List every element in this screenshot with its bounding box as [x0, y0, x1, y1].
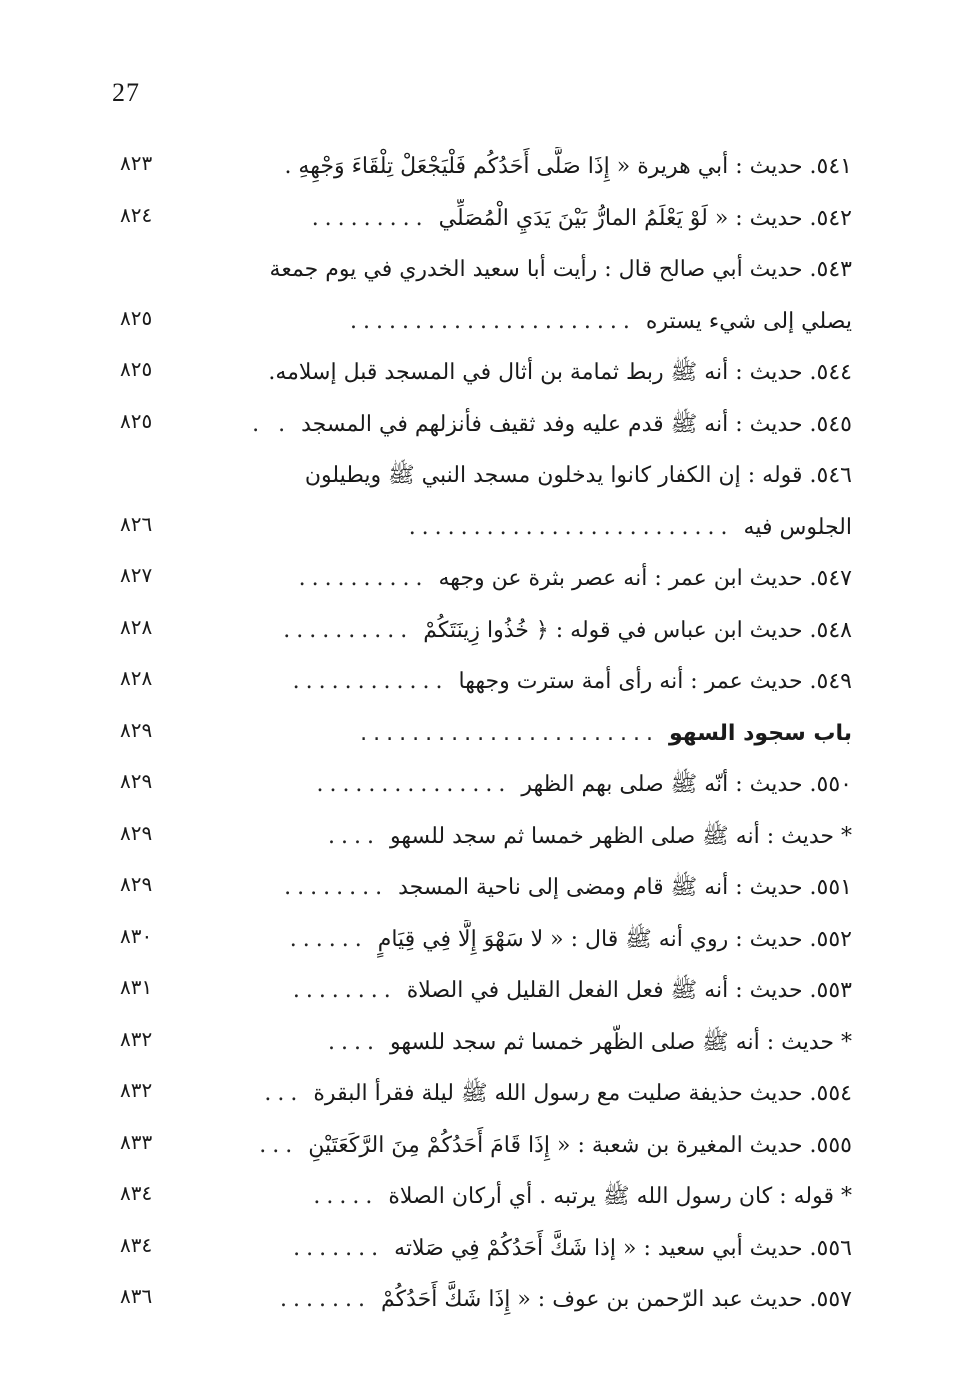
toc-page-number: ٨٢٨: [120, 614, 153, 639]
toc-entry-title: * حديث : أنه ﷺ صلى الظّهر خمسا ثم سجد للسهو: [390, 1029, 852, 1055]
toc-entry: [112, 916, 852, 968]
toc-entry: [112, 1276, 852, 1328]
toc-page-number: ٨٢٥: [120, 357, 153, 381]
toc-entry-text: [227, 302, 852, 342]
toc-entry-text: [227, 1023, 852, 1063]
dot-leader: .......: [293, 1235, 385, 1261]
toc-page-number: ٨٣٣: [120, 1129, 153, 1154]
toc-entry-title: ٥٤٨. حديث ابن عباس في قوله : ﴿ خُذُوا زِينَتَكُمْ: [423, 617, 852, 643]
toc-page-number: ٨٣٤: [120, 1181, 153, 1205]
toc-entry-title: ٥٤١. حديث : أبي هريرة « إِذَا صَلَّى أَحَدُكُم فَلْيَجْعَلْ تِلْقَاءَ وَجْهِهِ .: [284, 154, 852, 179]
dot-leader: .......: [280, 1287, 371, 1312]
dot-leader: .......................: [360, 720, 659, 746]
toc-entry: [112, 401, 852, 453]
toc-entry-title: ٥٥٠. حديث : أنّه ﷺ صلى بهم الظهر: [521, 772, 852, 797]
dot-leader: ....: [328, 823, 381, 849]
dot-leader: .........: [311, 205, 429, 231]
toc-entry: [112, 761, 852, 813]
dot-leader: ........: [292, 978, 397, 1003]
toc-entry: [112, 1173, 852, 1225]
toc-page-number: ٨٣١: [120, 975, 153, 999]
toc-entry-text: [227, 250, 852, 290]
toc-entry: [112, 504, 852, 556]
toc-entry-title: ٥٤٤. حديث : أنه ﷺ ربط ثمامة بن أثال في المسجد قبل إسلامه.: [268, 360, 852, 385]
toc-entry: [112, 658, 852, 710]
toc-page-number: ٨٢٧: [120, 563, 153, 587]
toc-entry-text: [227, 971, 852, 1011]
toc-entry-text: [227, 817, 852, 857]
toc-entry-title: ٥٥١. حديث : أنه ﷺ قام ومضى إلى ناحية المسجد: [398, 875, 852, 900]
toc-entry: [112, 967, 852, 1019]
toc-entry-text: [227, 662, 852, 702]
toc-entry-text: [227, 456, 852, 496]
toc-entry-title: ٥٥٢. حديث : روي أنه ﷺ قال : « لا سَهْوَ إِلَّا فِي قِيَامٍ: [377, 926, 852, 952]
toc-page-number: ٨٣٤: [120, 1232, 153, 1257]
toc-entry-text: [227, 199, 852, 239]
toc-entry: [112, 555, 852, 607]
toc-entry: [112, 813, 852, 865]
toc-entry: [112, 349, 852, 401]
toc-page-number: ٨٢٦: [120, 511, 153, 536]
toc-entry-text: [227, 147, 852, 187]
toc-entry-text: [227, 611, 852, 651]
toc-entry: [112, 452, 852, 504]
dot-leader: ............: [292, 669, 449, 694]
toc-section-heading: [227, 714, 852, 754]
toc-page-number: ٨٢٩: [120, 717, 153, 742]
toc-entry-title: ٥٤٧. حديث ابن عمر : أنه عصر بثرة عن وجهه: [438, 566, 852, 591]
toc-entry-title: ٥٤٩. حديث عمر : أنه رأى أمة سترت وجهها: [458, 669, 852, 694]
toc-entry-text: [227, 1074, 852, 1114]
toc-entry: [112, 246, 852, 298]
toc-entry-title: ٥٥٤. حديث حذيفة صليت مع رسول الله ﷺ ليلة فقرأ البقرة: [313, 1081, 852, 1106]
dot-leader: ........: [284, 875, 389, 900]
toc-entry-title: باب سجود السهو: [668, 720, 852, 746]
dot-leader: ....: [328, 1029, 381, 1055]
toc-page-number: ٨٢٤: [120, 202, 153, 227]
toc-page-number: ٨٣٢: [120, 1026, 153, 1051]
dot-leader: .....: [313, 1184, 379, 1209]
toc-entry: [112, 1122, 852, 1174]
toc-page-number: ٨٢٩: [120, 820, 153, 845]
toc-entry-text: [227, 920, 852, 960]
toc-entry-title: * قوله : كان رسول الله ﷺ يرتبه . أي أركان الصلاة: [388, 1184, 852, 1209]
dot-leader: .........................: [408, 514, 734, 540]
toc-entry-text: [227, 405, 852, 445]
toc-entry: [112, 1019, 852, 1071]
toc-page-number: ٨٢٨: [120, 666, 153, 690]
toc-entry-text: [227, 868, 852, 908]
toc-entry: [112, 1070, 852, 1122]
toc-entry-text: [227, 765, 852, 805]
toc-entry-text: [227, 1280, 852, 1320]
toc-entry-text: [227, 353, 852, 393]
toc-page-number: ٨٣٢: [120, 1078, 153, 1102]
dot-leader: ...............: [316, 772, 512, 797]
toc-page-number: ٨٢٩: [120, 872, 153, 896]
page-number: 27: [112, 78, 140, 107]
dot-leader: ...: [259, 1132, 299, 1158]
dot-leader: ..........: [298, 566, 429, 591]
toc-entry: [112, 607, 852, 659]
toc-page-number: ٨٢٥: [120, 305, 153, 330]
toc-entry: [112, 298, 852, 350]
toc-entry-text: [227, 1126, 852, 1166]
toc-page-number: ٨٢٩: [120, 769, 153, 793]
toc-page-number: ٨٣٦: [120, 1284, 153, 1308]
toc-entry-title: ٥٤٣. حديث أبي صالح قال : رأيت أبا سعيد الخدري في يوم جمعة: [269, 257, 852, 282]
dot-leader: ...: [264, 1081, 304, 1106]
toc-entry: [112, 710, 852, 762]
toc-entry-text: [227, 1229, 852, 1269]
toc-entry-title: ٥٤٢. حديث : « لَوْ يَعْلَمُ المارُّ بَيْنَ يَدَيِ الْمُصَلِّي: [438, 205, 852, 231]
toc-entry-title: ٥٤٦. قوله : إن الكفار كانوا يدخلون مسجد النبي ﷺ ويطيلون: [304, 463, 852, 488]
toc-entry-title: ٥٥٥. حديث المغيرة بن شعبة : « إِذَا قَامَ أَحَدُكُمْ مِنَ الرَّكَعَتَيْنِ: [308, 1132, 852, 1158]
toc-entry-text: [227, 508, 852, 548]
toc-entry-title: ٥٤٥. حديث : أنه ﷺ قدم عليه وفد ثقيف فأنزلهم في المسجد: [301, 411, 852, 437]
dot-leader: . .: [252, 411, 292, 437]
table-of-contents: [112, 143, 852, 1328]
toc-entry-title: * حديث : أنه ﷺ صلى الظهر خمسا ثم سجد للسهو: [390, 823, 852, 849]
dot-leader: ..........: [283, 617, 414, 643]
toc-entry-title: يصلي إلى شيء يستره: [645, 308, 852, 334]
toc-page-number: ٨٣٠: [120, 923, 153, 948]
dot-leader: ......: [289, 926, 368, 952]
toc-entry: [112, 1225, 852, 1277]
toc-page-number: ٨٢٣: [120, 151, 153, 175]
toc-entry: [112, 864, 852, 916]
toc-entry-text: [227, 559, 852, 599]
toc-entry-title: ٥٥٣. حديث : أنه ﷺ فعل الفعل القليل في الصلاة: [406, 978, 852, 1003]
toc-page-number: ٨٢٥: [120, 408, 153, 433]
toc-entry-title: ٥٥٧. حديث عبد الرّحمن بن عوف : « إِذَا شَكَّ أَحَدُكُمْ: [381, 1287, 852, 1312]
toc-entry-title: ٥٥٦. حديث أبي سعيد : « إذا شَكَّ أَحَدُكُمْ فِي صَلاته: [394, 1235, 852, 1261]
toc-entry-text: [227, 1177, 852, 1217]
toc-entry-title: الجلوس فيه: [743, 514, 852, 540]
toc-entry: [112, 143, 852, 195]
dot-leader: ......................: [350, 308, 636, 334]
toc-entry: [112, 195, 852, 247]
